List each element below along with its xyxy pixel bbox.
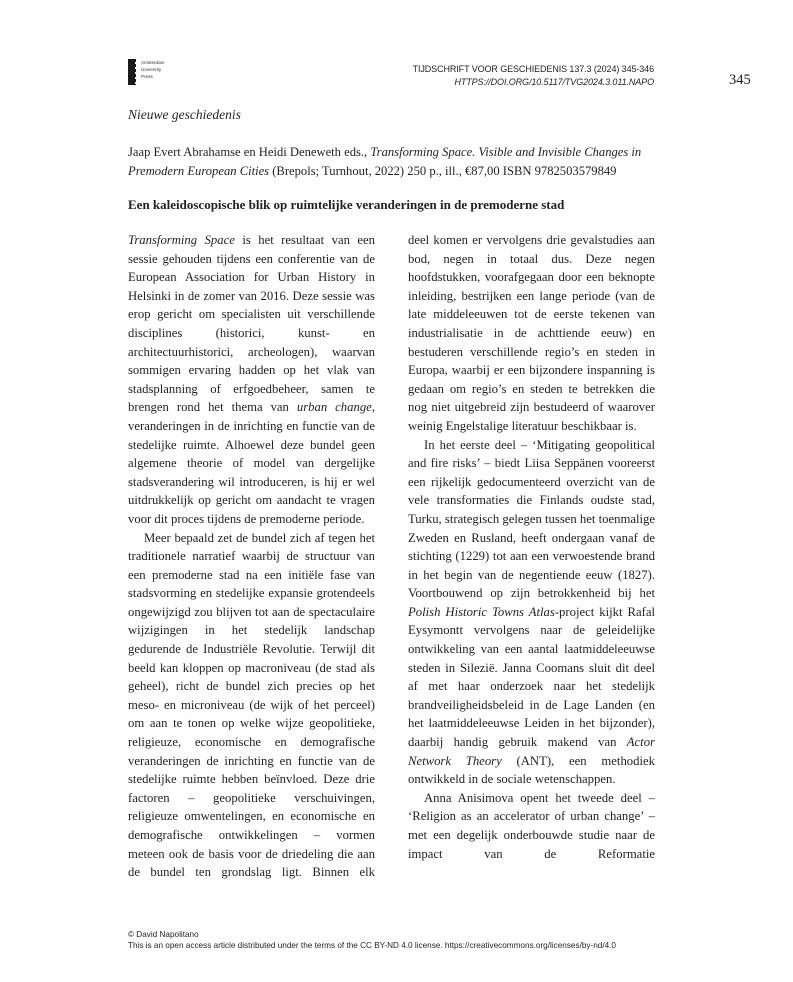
publisher-line: Press — [141, 74, 153, 80]
logo-notch — [135, 67, 137, 69]
body-column-right — [408, 231, 655, 863]
paragraph-text: -project kijkt Rafal Eysymontt vervolgens naar de geleidelijke ontwikkeling van een aantal laatmiddeleeuwse steden in Silezië. Janna Coomans sluit dit deel af met haar onderzoek naar het stedelijk brandveiligheidsbeleid in de Lage Landen (en het laatmiddeleeuwse Leiden in het bijzonder), daarbij handig gebruik makend van — [408, 604, 655, 750]
publisher-name — [141, 59, 165, 81]
paragraph: Meer bepaald zet de bundel zich af tegen het traditionele narratief waarbij de structuur van een premoderne stad na een initiële fase van stadsvorming en stedelijke expansie grotendeels ongewijzigd zou blijven tot aan de spectaculaire wijzigingen in het stedelijk landschap gedurende de Industriële Revolutie. Terwijl dit beeld kan kloppen op macroniveau (de stad als geheel), richt de bundel zich precies op het meso- en microniveau (de wijk of het perceel) om aan te tonen op welke wijze geopolitieke, religieuze, economische en demografische veranderingen de inrichting en functie van de stedelijke ruimte hebben beïnvloed. Deze drie factoren – geopolitieke verschuivingen, religieuze omwentelingen, en economische en demografische ontwikkelingen – vormen meteen ook de basis voor de driedeling die aan de bundel ten grondslag ligt. Binnen elk — [128, 530, 375, 880]
paragraph — [128, 231, 375, 529]
book-citation — [128, 143, 658, 180]
publisher-line: Amsterdam — [141, 60, 165, 65]
paragraph-text: , veranderingen in de inrichting en functie van de stedelijke ruimte. Alhoewel deze bundel geen algemene theorie of model van dergelijke stadsverandering wil introduceren, is hij er wel uitdrukkelijk op gericht om aandacht te vragen voor dit proces tijdens de premoderne periode. — [128, 400, 375, 526]
doi-link[interactable]: HTTPS://DOI.ORG/10.5117/TVG2024.3.011.NAPO — [454, 77, 654, 87]
book-title: Transforming Space. Visible and Invisible Changes in Premodern European Cities — [128, 145, 642, 178]
paragraph: Anna Anisimova opent het tweede deel – ‘Religion as an accelerator of urban change’ – met een degelijk onderbouwde studie naar de impact van de Reformatie — [408, 790, 655, 861]
italic-text: Transforming Space — [128, 233, 235, 247]
page-number: 345 — [729, 72, 751, 88]
book-details: (Brepols; Turnhout, 2022) 250 p., ill., €87,00 ISBN 9782503579849 — [272, 163, 617, 178]
paragraph-text: is het resultaat van een sessie gehouden tijdens een conferentie van de European Association for Urban History in Helsinki in de zomer van 2016. Deze sessie was erop gericht om specialisten uit verschillende disciplines (historici, kunst- en architectuurhistorici, archeologen), waarvan sommigen ervaring hadden op het vlak van stadsplanning of erfgoedbeheer, samen te brengen rond het thema van — [128, 233, 375, 415]
logo-notch — [135, 62, 137, 64]
paragraph-text: (ANT), een methodiek ontwikkeld in de sociale wetenschappen. — [408, 753, 655, 787]
paragraph-text: In het eerste deel – ‘Mitigating geopolitical and fire risks’ – biedt Liisa Seppänen vooreerst een rijkelijk gedocumenteerd overzicht van de vele transformaties die Finlands oudste stad, Turku, strategisch gelegen tussen het toenmalige Zweden en Rusland, heeft ondergaan vanaf de stichting (1229) tot aan een verwoestende brand in het begin van de negentiende eeuw (1827). Voortbouwend op zijn betrokkenheid bij het — [408, 437, 655, 601]
publisher-line: University — [141, 67, 162, 73]
review-title: Een kaleidoscopische blik op ruimtelijke veranderingen in de premoderne stad — [128, 197, 565, 212]
section-label: Nieuwe geschiedenis — [128, 107, 241, 122]
logo-notch — [135, 72, 137, 74]
paragraph — [408, 436, 655, 789]
footer — [128, 929, 616, 951]
body-column-left — [128, 231, 375, 882]
italic-text: Actor Network Theory — [408, 735, 655, 768]
logo-notch — [135, 77, 137, 79]
journal-header — [413, 63, 654, 89]
logo-notch — [135, 82, 137, 84]
license-notice: This is an open access article distributed under the terms of the CC BY-ND 4.0 license. https://creativecommons.org/licenses/by-nd/4.0 — [128, 941, 616, 950]
copyright-notice: © David Napolitano — [128, 930, 199, 939]
italic-text: Polish Historic Towns Atlas — [408, 604, 555, 619]
italic-text: urban change — [296, 400, 372, 415]
book-authors: Jaap Evert Abrahamse en Heidi Deneweth eds., — [128, 145, 368, 159]
publisher-logo — [128, 59, 188, 87]
paragraph-continued: deel komen er vervolgens drie gevalstudies aan bod, negen in totaal dus. Deze negen hoofdstukken, voorafgegaan door een beknopte inleiding, bestrijken een lange periode (van de late middeleeuwen tot de eerste tekenen van industrialisatie in de achttiende eeuw) en bestuderen verschillende regio’s en steden in Europa, waarbij er een bijzondere inspanning is gedaan om regio’s en steden te betrekken die nog niet uitgebreid zijn bestudeerd of waarover weinig Engelstalige literatuur beschikbaar is. — [408, 233, 655, 433]
journal-citation: TIJDSCHRIFT VOOR GESCHIEDENIS 137.3 (2024) 345-346 — [412, 64, 654, 74]
